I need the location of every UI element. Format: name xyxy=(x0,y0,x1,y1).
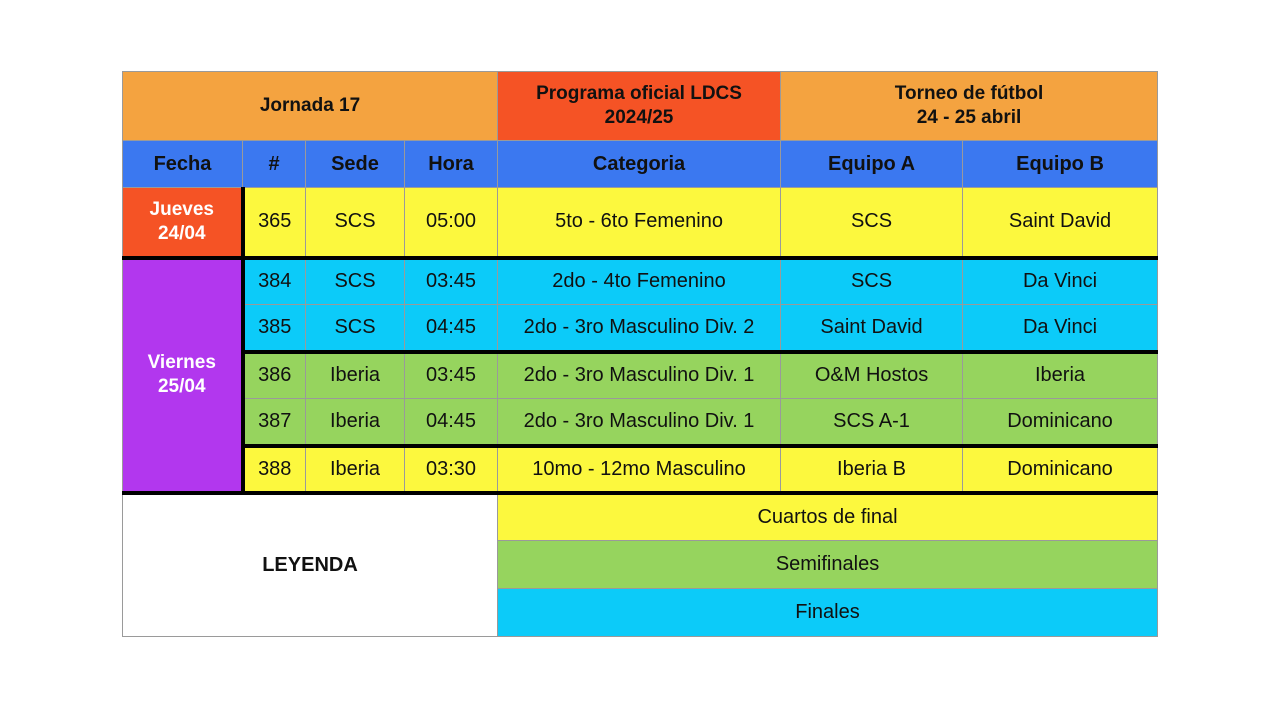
header-number: # xyxy=(243,141,306,188)
match-categoria: 2do - 4to Femenino xyxy=(498,258,781,305)
match-number: 388 xyxy=(243,446,306,493)
program-title xyxy=(498,72,781,141)
match-hora: 03:30 xyxy=(405,446,498,493)
match-categoria: 2do - 3ro Masculino Div. 1 xyxy=(498,352,781,399)
jornada-title: Jornada 17 xyxy=(123,72,498,141)
legend-item-finales: Finales xyxy=(498,589,1158,637)
table-row xyxy=(123,305,1158,352)
match-equipo-a: SCS A-1 xyxy=(781,399,963,446)
match-equipo-a: SCS xyxy=(781,258,963,305)
schedule-table xyxy=(122,71,1158,637)
legend-item-semifinales: Semifinales xyxy=(498,541,1158,589)
day-cell-thursday xyxy=(123,188,243,258)
match-categoria: 5to - 6to Femenino xyxy=(498,188,781,258)
header-hora: Hora xyxy=(405,141,498,188)
header-equipo-a: Equipo A xyxy=(781,141,963,188)
match-equipo-a: SCS xyxy=(781,188,963,258)
day-name: Viernes xyxy=(147,352,216,373)
match-sede: Iberia xyxy=(306,399,405,446)
match-hora: 04:45 xyxy=(405,305,498,352)
legend-row xyxy=(123,493,1158,541)
header-categoria: Categoria xyxy=(498,141,781,188)
match-equipo-b: Da Vinci xyxy=(963,258,1158,305)
match-number: 365 xyxy=(243,188,306,258)
match-hora: 05:00 xyxy=(405,188,498,258)
match-categoria: 2do - 3ro Masculino Div. 2 xyxy=(498,305,781,352)
match-sede: SCS xyxy=(306,258,405,305)
table-row xyxy=(123,446,1158,493)
table-row xyxy=(123,399,1158,446)
day-cell-friday xyxy=(123,258,243,493)
match-equipo-a: Saint David xyxy=(781,305,963,352)
header-equipo-b: Equipo B xyxy=(963,141,1158,188)
tournament-title-line2: 24 - 25 abril xyxy=(916,107,1022,128)
match-equipo-b: Saint David xyxy=(963,188,1158,258)
day-date: 24/04 xyxy=(157,222,206,244)
header-sede: Sede xyxy=(306,141,405,188)
match-equipo-b: Dominicano xyxy=(963,446,1158,493)
legend-item-cuartos: Cuartos de final xyxy=(498,493,1158,541)
match-hora: 03:45 xyxy=(405,352,498,399)
match-sede: SCS xyxy=(306,305,405,352)
table-row xyxy=(123,352,1158,399)
legend-label: LEYENDA xyxy=(123,493,498,637)
match-equipo-b: Dominicano xyxy=(963,399,1158,446)
title-row xyxy=(123,72,1158,141)
header-fecha: Fecha xyxy=(123,141,243,188)
tournament-title xyxy=(781,72,1158,141)
match-sede: Iberia xyxy=(306,352,405,399)
table-row xyxy=(123,258,1158,305)
header-row xyxy=(123,141,1158,188)
program-title-line1: Programa oficial LDCS xyxy=(536,83,742,104)
match-categoria: 10mo - 12mo Masculino xyxy=(498,446,781,493)
match-sede: SCS xyxy=(306,188,405,258)
match-equipo-b: Iberia xyxy=(963,352,1158,399)
program-title-line2: 2024/25 xyxy=(604,107,674,128)
match-equipo-a: Iberia B xyxy=(781,446,963,493)
day-date: 25/04 xyxy=(157,376,206,397)
table-row xyxy=(123,188,1158,258)
match-hora: 03:45 xyxy=(405,258,498,305)
match-number: 384 xyxy=(243,258,306,305)
match-hora: 04:45 xyxy=(405,399,498,446)
tournament-title-line1: Torneo de fútbol xyxy=(894,83,1044,104)
match-equipo-a: O&M Hostos xyxy=(781,352,963,399)
match-number: 387 xyxy=(243,399,306,446)
match-categoria: 2do - 3ro Masculino Div. 1 xyxy=(498,399,781,446)
match-number: 386 xyxy=(243,352,306,399)
match-number: 385 xyxy=(243,305,306,352)
match-sede: Iberia xyxy=(306,446,405,493)
day-name: Jueves xyxy=(149,198,214,220)
match-equipo-b: Da Vinci xyxy=(963,305,1158,352)
